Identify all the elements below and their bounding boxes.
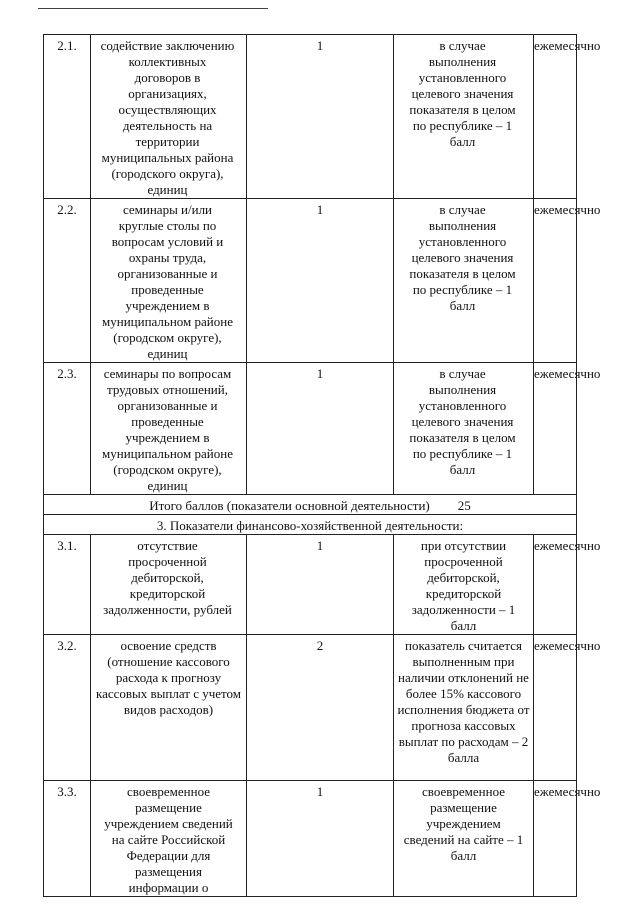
row-number: 2.2. <box>44 199 91 363</box>
top-rule <box>38 8 268 9</box>
indicator-criterion: своевременное размещение учреждением сведений на сайте – 1 балл <box>394 781 534 897</box>
table-row <box>44 35 577 199</box>
indicator-frequency: ежемесячно <box>534 781 577 897</box>
indicator-name: отсутствие просроченной дебиторской, кредиторской задолженности, рублей <box>91 535 247 635</box>
total-label: Итого баллов (показатели основной деятельности) <box>149 498 430 513</box>
indicator-frequency: ежемесячно <box>534 535 577 635</box>
indicator-frequency: ежемесячно <box>534 199 577 363</box>
indicators-table <box>43 34 601 897</box>
indicator-criterion: показатель считается выполненным при наличии отклонений не более 15% кассового исполнения бюджета от прогноза кассовых выплат по расходам – 2 балла <box>394 635 534 781</box>
total-row <box>44 495 577 515</box>
total-cell <box>44 495 577 515</box>
indicator-criterion: в случае выполнения установленного целевого значения показателя в целом по республике – 1 балл <box>394 35 534 199</box>
indicator-name: семинары и/или круглые столы по вопросам условий и охраны труда, организованные и проведенные учреждением в муниципальном районе (городском округе), единиц <box>91 199 247 363</box>
table-row <box>44 199 577 363</box>
indicator-frequency: ежемесячно <box>534 363 577 495</box>
total-value: 25 <box>457 498 471 513</box>
indicator-frequency: ежемесячно <box>534 635 577 781</box>
indicator-criterion: при отсутствии просроченной дебиторской, кредиторской задолженности – 1 балл <box>394 535 534 635</box>
indicator-name: освоение средств (отношение кассового расхода к прогнозу кассовых выплат с учетом видов расходов) <box>91 635 247 781</box>
indicator-name: содействие заключению коллективных договоров в организациях, осуществляющих деятельность на территории муниципальных района (городского округа), единиц <box>91 35 247 199</box>
indicator-weight: 1 <box>247 35 394 199</box>
row-number: 3.2. <box>44 635 91 781</box>
section-heading-row <box>44 515 577 535</box>
table-row <box>44 363 577 495</box>
indicator-criterion: в случае выполнения установленного целевого значения показателя в целом по республике – 1 балл <box>394 363 534 495</box>
indicator-name: семинары по вопросам трудовых отношений, организованные и проведенные учреждением в муниципальном районе (городском округе), единиц <box>91 363 247 495</box>
indicator-frequency: ежемесячно <box>534 35 577 199</box>
row-number: 2.1. <box>44 35 91 199</box>
indicator-weight: 1 <box>247 363 394 495</box>
indicator-name: своевременное размещение учреждением сведений на сайте Российской Федерации для размещения информации о <box>91 781 247 897</box>
indicator-weight: 1 <box>247 199 394 363</box>
row-number: 2.3. <box>44 363 91 495</box>
table-row <box>44 635 577 781</box>
indicator-weight: 1 <box>247 535 394 635</box>
indicator-criterion: в случае выполнения установленного целевого значения показателя в целом по республике – 1 балл <box>394 199 534 363</box>
indicator-weight: 1 <box>247 781 394 897</box>
table-row <box>44 781 577 897</box>
table-row <box>44 535 577 635</box>
row-number: 3.3. <box>44 781 91 897</box>
indicator-weight: 2 <box>247 635 394 781</box>
row-number: 3.1. <box>44 535 91 635</box>
section-title: 3. Показатели финансово-хозяйственной деятельности: <box>44 515 577 535</box>
